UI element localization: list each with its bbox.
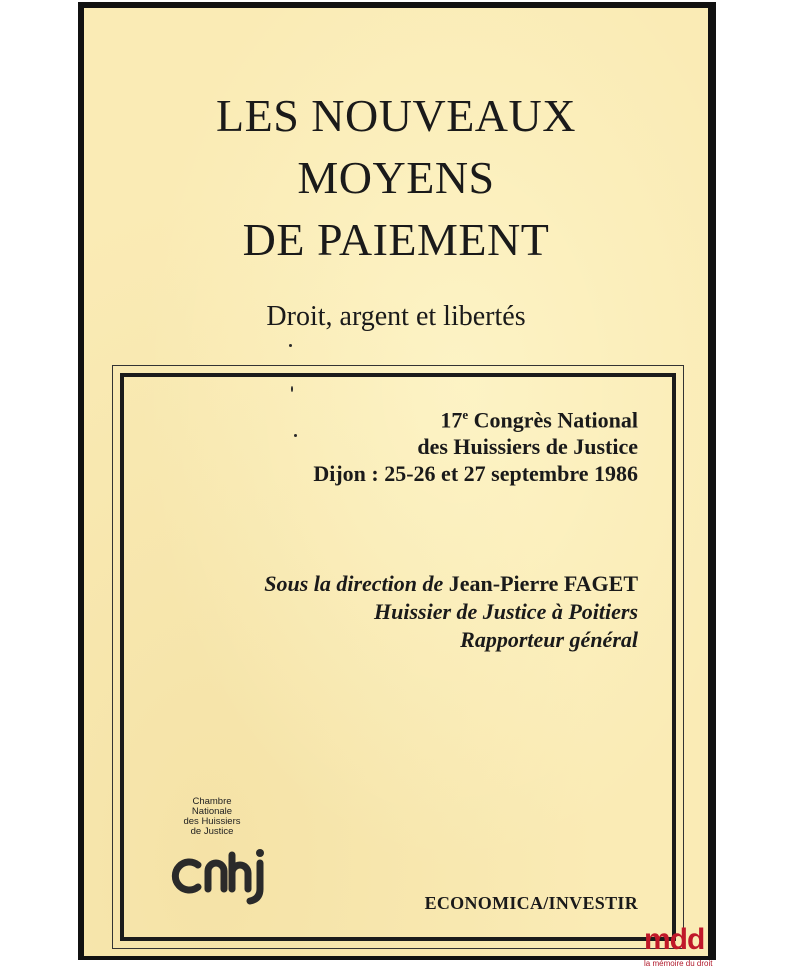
- logo-caption-line: Chambre: [192, 796, 232, 807]
- title-line-3: DE PAIEMENT: [242, 214, 550, 265]
- title-line-1: LES NOUVEAUX: [216, 90, 576, 141]
- title-line-2: MOYENS: [297, 152, 495, 203]
- logo-mark-text: cnhj: [186, 901, 188, 902]
- print-speck: [289, 344, 292, 347]
- watermark-letters: mdd: [644, 923, 705, 956]
- info-frame-inner: [120, 373, 676, 941]
- subtitle: Droit, argent et libertés: [266, 301, 526, 332]
- cnhj-logo: [168, 797, 288, 907]
- congress-ordinal-suffix: e: [462, 407, 469, 422]
- mdd-watermark-logo: [644, 925, 724, 976]
- publisher: ECONOMICA/INVESTIR: [424, 893, 638, 913]
- congress-line-2: des Huissiers de Justice: [417, 434, 638, 460]
- direction-line-1: [264, 570, 638, 598]
- direction-info: [264, 570, 638, 654]
- congress-line-1: [313, 401, 638, 433]
- direction-lead: Sous la direction de: [264, 571, 449, 596]
- info-frame: [112, 365, 684, 949]
- congress-line-3: Dijon : 25-26 et 27 septembre 1986: [313, 461, 638, 487]
- watermark-tagline: la mémoire du droit: [644, 959, 713, 968]
- logo-caption-line: Nationale: [191, 806, 233, 817]
- congress-ordinal: 17: [440, 407, 463, 433]
- logo-caption-line: de Justice: [190, 826, 234, 837]
- director-role-1: Huissier de Justice à Poitiers: [374, 599, 638, 624]
- logo-caption-line: des Huissiers: [183, 816, 241, 827]
- book-cover: [84, 8, 708, 956]
- director-role-2: Rapporteur général: [460, 627, 638, 652]
- cnhj-mark-icon: [168, 825, 288, 905]
- director-name: Jean-Pierre FAGET: [448, 571, 638, 596]
- congress-info: [313, 401, 638, 487]
- congress-title: Congrès National: [468, 407, 638, 433]
